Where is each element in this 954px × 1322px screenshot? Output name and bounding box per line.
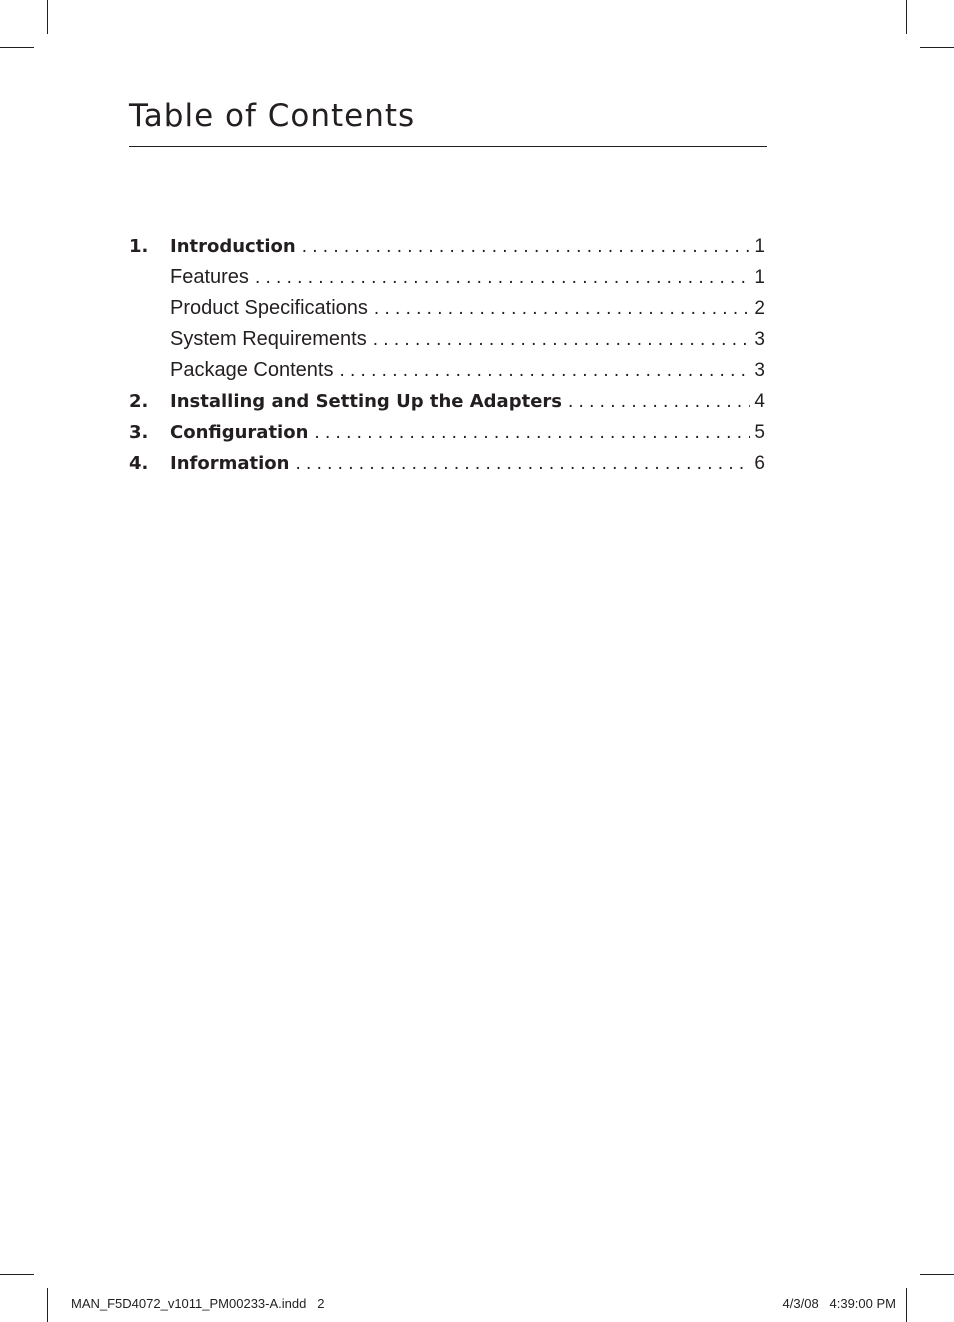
toc-entry-label: Features (170, 266, 249, 288)
toc-dot-leader (300, 236, 751, 258)
toc-entry-page-number: 2 (754, 297, 765, 319)
toc-entry-page-number: 4 (754, 390, 765, 412)
toc-entry[interactable] (129, 324, 765, 355)
toc-dot-leader (371, 329, 751, 351)
toc-dot-leader (566, 391, 750, 413)
toc-entry-page-number: 5 (754, 421, 765, 443)
toc-dot-leader (293, 453, 750, 475)
toc-dot-leader (337, 360, 750, 382)
toc-entry[interactable] (129, 386, 765, 417)
toc-entry-page-number: 3 (754, 328, 765, 350)
title-underline (129, 146, 767, 147)
toc-entry-page-number: 6 (754, 452, 765, 474)
toc-entry-page-number: 3 (754, 359, 765, 381)
crop-mark-bottom-left-horizontal (0, 1274, 34, 1275)
toc-entry-number: 4. (129, 453, 149, 474)
toc-entry[interactable] (129, 355, 765, 386)
footer-datetime: 4/3/08 4:39:00 PM (782, 1296, 896, 1311)
toc-dot-leader (312, 422, 750, 444)
toc-entry-number: 3. (129, 422, 149, 443)
toc-dot-leader (372, 298, 751, 320)
crop-mark-top-left-horizontal (0, 47, 34, 48)
footer-file-info: MAN_F5D4072_v1011_PM00233-A.indd 2 (71, 1296, 325, 1311)
toc-entry[interactable] (129, 417, 765, 448)
toc-entry-label: Introduction (170, 236, 296, 257)
toc-entry-label: Installing and Setting Up the Adapters (170, 391, 562, 412)
toc-entry-label: Product Specifications (170, 297, 368, 319)
toc-entry-page-number: 1 (754, 266, 765, 288)
crop-mark-top-left-vertical (47, 0, 48, 34)
crop-mark-top-right-vertical (906, 0, 907, 34)
crop-mark-top-right-horizontal (920, 47, 954, 48)
toc-entry-label: System Requirements (170, 328, 367, 350)
toc-entry[interactable] (129, 231, 765, 262)
toc-entry-label: Configuration (170, 422, 309, 443)
page-title: Table of Contents (129, 98, 416, 134)
toc-entry[interactable] (129, 448, 765, 479)
crop-mark-bottom-right-horizontal (920, 1274, 954, 1275)
toc-entry[interactable] (129, 262, 765, 293)
toc-entry[interactable] (129, 293, 765, 324)
toc-entry-label: Package Contents (170, 359, 334, 381)
toc-entry-page-number: 1 (754, 235, 765, 257)
toc-dot-leader (253, 267, 750, 289)
crop-mark-bottom-right-vertical (906, 1288, 907, 1322)
table-of-contents (129, 231, 765, 479)
toc-entry-number: 1. (129, 236, 149, 257)
crop-mark-bottom-left-vertical (47, 1288, 48, 1322)
toc-entry-number: 2. (129, 391, 149, 412)
toc-entry-label: Information (170, 453, 290, 474)
